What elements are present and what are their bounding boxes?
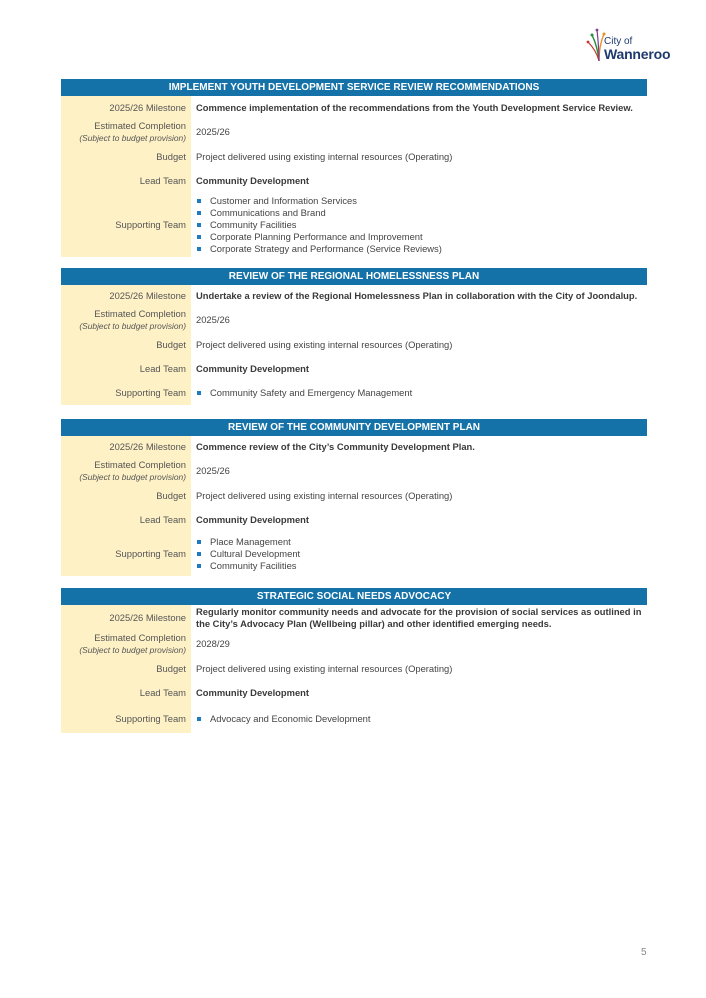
completion-label — [61, 631, 191, 657]
budget-label: Budget — [61, 657, 191, 681]
milestone-row — [61, 285, 647, 307]
project-table — [61, 96, 647, 257]
budget-value: Project delivered using existing internal resources (Operating) — [196, 490, 453, 501]
completion-value: 2028/29 — [196, 638, 230, 649]
milestone-label: 2025/26 Milestone — [61, 96, 191, 119]
completion-note: (Subject to budget provision) — [79, 645, 186, 655]
budget-row — [61, 657, 647, 681]
completion-row — [61, 307, 647, 333]
milestone-value: Regularly monitor community needs and advocate for the provision of social services as outlined in the City’s Advocacy Plan (Wellbeing pillar) and other identified emerging needs. — [196, 606, 642, 629]
section-title: IMPLEMENT YOUTH DEVELOPMENT SERVICE REVIEW RECOMMENDATIONS — [61, 79, 647, 96]
completion-value: 2025/26 — [196, 126, 230, 137]
section-title: REVIEW OF THE COMMUNITY DEVELOPMENT PLAN — [61, 419, 647, 436]
milestone-row — [61, 605, 647, 631]
supporting-row — [61, 705, 647, 733]
completion-label-text: Estimated Completion — [94, 120, 186, 131]
completion-label-text: Estimated Completion — [94, 632, 186, 643]
supporting-list — [196, 387, 647, 399]
list-item: Cultural Development — [196, 548, 647, 560]
supporting-label: Supporting Team — [61, 532, 191, 576]
budget-label: Budget — [61, 145, 191, 169]
budget-value: Project delivered using existing internal resources (Operating) — [196, 339, 453, 350]
budget-label: Budget — [61, 333, 191, 357]
logo-city-text: City of — [604, 36, 633, 47]
supporting-row — [61, 532, 647, 576]
completion-label-text: Estimated Completion — [94, 459, 186, 470]
lead-label: Lead Team — [61, 357, 191, 381]
logo-name-text: Wanneroo — [604, 46, 671, 62]
budget-value: Project delivered using existing internal resources (Operating) — [196, 663, 453, 674]
budget-row — [61, 333, 647, 357]
milestone-label: 2025/26 Milestone — [61, 436, 191, 458]
completion-note: (Subject to budget provision) — [79, 321, 186, 331]
budget-value: Project delivered using existing internal resources (Operating) — [196, 151, 453, 162]
project-section — [61, 588, 647, 733]
milestone-row — [61, 436, 647, 458]
supporting-label: Supporting Team — [61, 193, 191, 257]
supporting-row — [61, 193, 647, 257]
completion-note: (Subject to budget provision) — [79, 133, 186, 143]
lead-row — [61, 169, 647, 193]
project-section — [61, 268, 647, 405]
project-table — [61, 436, 647, 576]
lead-label: Lead Team — [61, 681, 191, 705]
milestone-label: 2025/26 Milestone — [61, 285, 191, 307]
project-section — [61, 419, 647, 576]
project-table — [61, 605, 647, 733]
section-title: REVIEW OF THE REGIONAL HOMELESSNESS PLAN — [61, 268, 647, 285]
supporting-list — [196, 536, 647, 572]
completion-label-text: Estimated Completion — [94, 308, 186, 319]
lead-value: Community Development — [196, 175, 310, 186]
list-item: Communications and Brand — [196, 207, 647, 219]
budget-label: Budget — [61, 484, 191, 508]
budget-row — [61, 145, 647, 169]
project-section — [61, 79, 647, 257]
lead-label: Lead Team — [61, 508, 191, 532]
completion-label — [61, 458, 191, 484]
supporting-value — [191, 532, 647, 576]
lead-value: Community Development — [196, 514, 310, 525]
completion-value: 2025/26 — [196, 314, 230, 325]
supporting-label: Supporting Team — [61, 381, 191, 405]
lead-row — [61, 508, 647, 532]
supporting-value — [191, 705, 647, 733]
list-item: Corporate Strategy and Performance (Service Reviews) — [196, 243, 647, 255]
lead-row — [61, 357, 647, 381]
list-item: Community Facilities — [196, 560, 647, 572]
completion-row — [61, 119, 647, 145]
supporting-row — [61, 381, 647, 405]
section-title: STRATEGIC SOCIAL NEEDS ADVOCACY — [61, 588, 647, 605]
completion-label — [61, 307, 191, 333]
completion-row — [61, 458, 647, 484]
milestone-value: Commence implementation of the recommendations from the Youth Development Service Review. — [196, 101, 633, 113]
milestone-row — [61, 96, 647, 119]
milestone-value: Undertake a review of the Regional Homelessness Plan in collaboration with the City of Joondalup. — [196, 290, 638, 301]
supporting-value — [191, 193, 647, 257]
completion-row — [61, 631, 647, 657]
supporting-label: Supporting Team — [61, 705, 191, 733]
project-table — [61, 285, 647, 405]
lead-value: Community Development — [196, 363, 310, 374]
page-number: 5 — [641, 947, 647, 958]
lead-row — [61, 681, 647, 705]
supporting-list — [196, 195, 647, 255]
milestone-value: Commence review of the City’s Community Development Plan. — [196, 441, 475, 452]
supporting-list — [196, 713, 647, 725]
city-logo — [586, 27, 674, 63]
completion-value: 2025/26 — [196, 465, 230, 476]
milestone-label: 2025/26 Milestone — [61, 605, 191, 631]
list-item: Corporate Planning Performance and Improvement — [196, 231, 647, 243]
completion-label — [61, 119, 191, 145]
completion-note: (Subject to budget provision) — [79, 472, 186, 482]
list-item: Community Safety and Emergency Management — [196, 387, 647, 399]
supporting-value — [191, 381, 647, 405]
list-item: Advocacy and Economic Development — [196, 713, 647, 725]
lead-value: Community Development — [196, 687, 310, 698]
list-item: Place Management — [196, 536, 647, 548]
lead-label: Lead Team — [61, 169, 191, 193]
list-item: Customer and Information Services — [196, 195, 647, 207]
budget-row — [61, 484, 647, 508]
list-item: Community Facilities — [196, 219, 647, 231]
